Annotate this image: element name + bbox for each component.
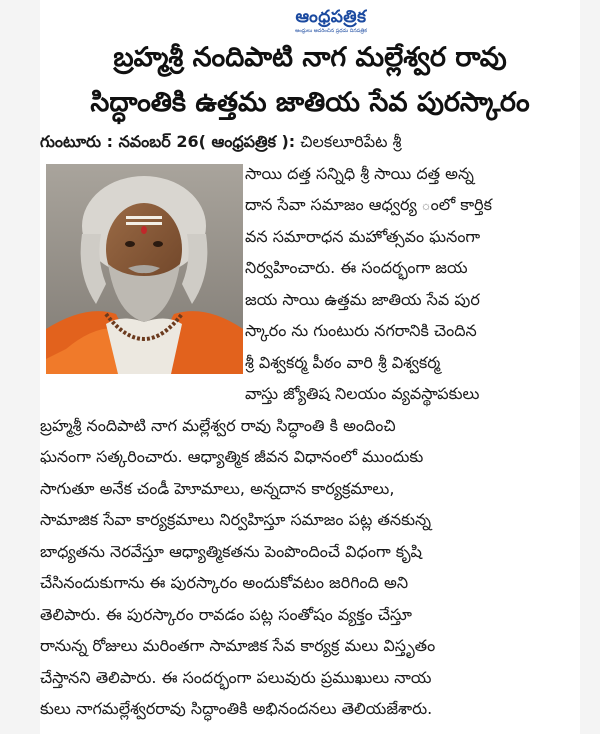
article-first-line-text: చిలకలూరిపేట శ్రీ [295, 132, 402, 151]
article-line: వన సమారాధన మహోత్సవం ఘనంగా [245, 226, 481, 246]
masthead-tagline: ఆంధ్రులు ఆదరించిన ప్రథమ దినపత్రిక [295, 28, 367, 34]
article-line: బాధ్యతను నెరవేస్తూ ఆధ్యాత్మికతను పెంపొందించే విధంగా కృషి [40, 541, 422, 561]
article-line: శ్రీ విశ్వకర్మ పీఠం వారి శ్రీ విశ్వకర్మ [245, 352, 441, 372]
article-dateline: గుంటూరు : నవంబర్ 26( ఆంధ్రపత్రిక ): [40, 132, 296, 151]
article-line: దాన సేవా సమాజం ఆధ్వర్య ంలో కార్తిక [245, 195, 492, 214]
article-line: ఘనంగా సత్కరించారు. ఆధ్యాత్మిక జీవన విధానంలో ముందుకు [40, 447, 424, 466]
article-line: చేసినందుకుగాను ఈ పురస్కారం అందుకోవటం జరిగింది అని [40, 573, 409, 592]
article-line: నిర్వహించారు. ఈ సందర్భంగా జయ [245, 258, 468, 277]
masthead-logo [242, 8, 420, 38]
masthead-name: ఆంధ్రపత్రిక [295, 7, 367, 27]
article-line: సాగుతూ అనేక చండీ హెూమాలు, అన్నదాన కార్యక్రమాలు, [40, 478, 395, 498]
article-line: రానున్న రోజులు మరింతగా సామాజిక సేవ కార్యక్ర మలు విస్తృతం [40, 636, 436, 655]
article-line: సామాజిక సేవా కార్యక్రమాలు నిర్వహిస్తూ సమాజం పట్ల తనకున్న [40, 510, 431, 529]
headline-line-1: బ్రహ్మశ్రీ నందిపాటి నాగ మల్లేశ్వర రావు [113, 42, 507, 73]
article-line: బ్రహ్మశ్రీ నందిపాటి నాగ మల్లేశ్వర రావు సిద్ధాంతి కి అందించి [40, 415, 396, 435]
article-line: జయ సాయి ఉత్తమ జాతియ సేవ పుర [245, 289, 480, 309]
article-line [40, 126, 580, 158]
article-line: వాస్తు జ్యోతిష నిలయం వ్యవస్థాపకులు [245, 384, 480, 403]
article-line: స్కారం ను గుంటురు నగరానికి చెందిన [245, 321, 477, 340]
article-line: తెలిపారు. ఈ పురస్కారం రావడం పట్ల సంతోషం వ్యక్తం చేస్తూ [40, 604, 412, 624]
article-line: చేస్తానని తెలిపారు. ఈ సందర్భంగా పలువురు ప్రముఖులు నాయ [40, 667, 432, 687]
article-body [40, 126, 580, 725]
article-line: కులు నాగమల్లేశ్వరరావు సిద్ధాంతికి అభినందనలు తెలియజేశారు. [40, 699, 433, 718]
headline-line-2: సిద్ధాంతికి ఉత్తమ జాతియ సేవ పురస్కారం [90, 87, 530, 118]
article-line: సాయి దత్త సన్నిధి శ్రీ సాయి దత్త అన్న [245, 163, 474, 183]
